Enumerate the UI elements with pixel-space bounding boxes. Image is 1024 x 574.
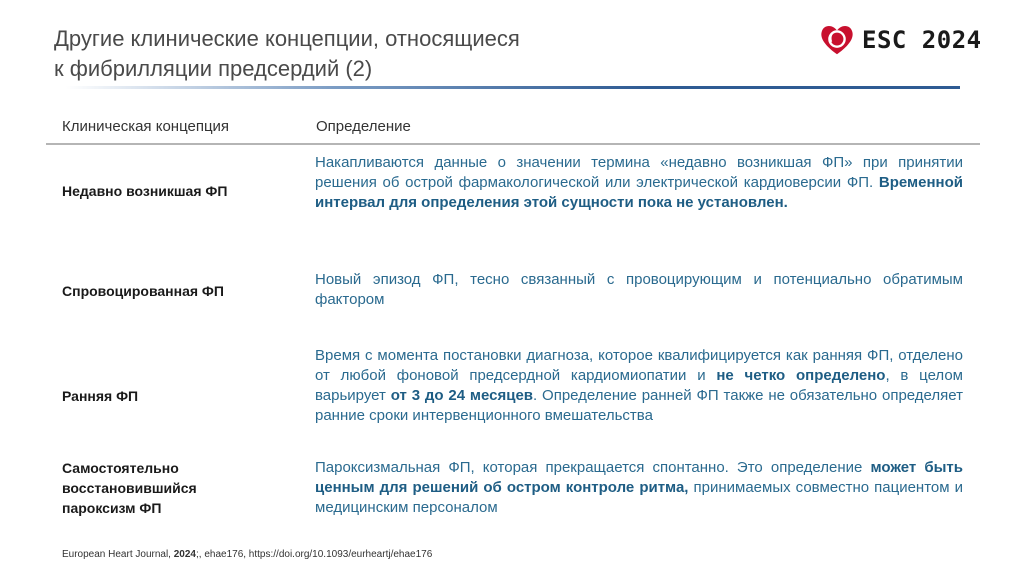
page-title-line-1: Другие клинические концепции, относящиеся [54,26,520,51]
row-4-concept [62,458,292,518]
row-1-concept: Недавно возникшая ФП [62,183,228,199]
table-header [0,114,1024,142]
row-2-def-part-1: Новый эпизод ФП, тесно связанный с провоцирующим и потенциально обратимым фактором [315,271,963,308]
page-title-line-2: к фибрилляции предсердий (2) [54,56,373,81]
row-4-def-part-2: может быть ценным для решений об остром контроле ритма, [315,459,963,496]
logo-text: ESC 2024 [862,26,982,54]
row-4-def-part-1: Пароксизмальная ФП, которая прекращается спонтанно. Это определение [315,459,871,476]
footer-doi: ;, ehae176, https://doi.org/10.1093/eurheartj/ehae176 [195,549,433,560]
row-4-definition [315,458,963,518]
row-3-concept: Ранняя ФП [62,388,139,404]
row-2-concept: Спровоцированная ФП [62,283,224,299]
row-1-definition [315,153,963,213]
row-3-def-part-1: Время с момента постановки диагноза, которое квалифицируется как ранняя ФП, отделено от любой фоновой предсердной кардиомиопатии и [315,347,963,384]
title-divider [66,86,960,89]
row-4-def-part-3: принимаемых совместно пациентом и медицинским персоналом [315,479,964,516]
row-1-def-part-2: Временной интервал для определения этой сущности пока не установлен. [315,174,963,211]
row-4-concept-line-2: восстановившийся [62,480,197,496]
page-title [54,24,520,84]
column-header-definition: Определение [316,118,411,135]
header-divider [46,143,980,145]
footer-journal: European Heart Journal, [62,549,174,560]
heart-logo-icon [818,21,856,59]
row-1-def-part-1: Накапливаются данные о значении термина «недавно возникшая ФП» при принятии решения об острой фармакологической или электрической кардиоверсии ФП. [315,154,963,191]
row-3-def-part-3: , в целом варьирует [315,367,963,404]
row-3-def-part-2: не четко определено [716,367,886,384]
citation-footer [62,549,432,560]
esc-logo [818,20,982,60]
row-4-concept-line-1: Самостоятельно [62,460,179,476]
row-2-definition [315,270,963,310]
column-header-concept: Клиническая концепция [62,118,230,135]
row-4-concept-line-3: пароксизм ФП [62,500,162,516]
row-3-definition [315,346,963,426]
footer-year: 2024 [173,549,196,560]
row-3-def-part-4: от 3 до 24 месяцев [390,387,534,404]
row-3-def-part-5: . Определение ранней ФП также не обязательно определяет ранние сроки интервенционного вмешательства [315,387,963,424]
